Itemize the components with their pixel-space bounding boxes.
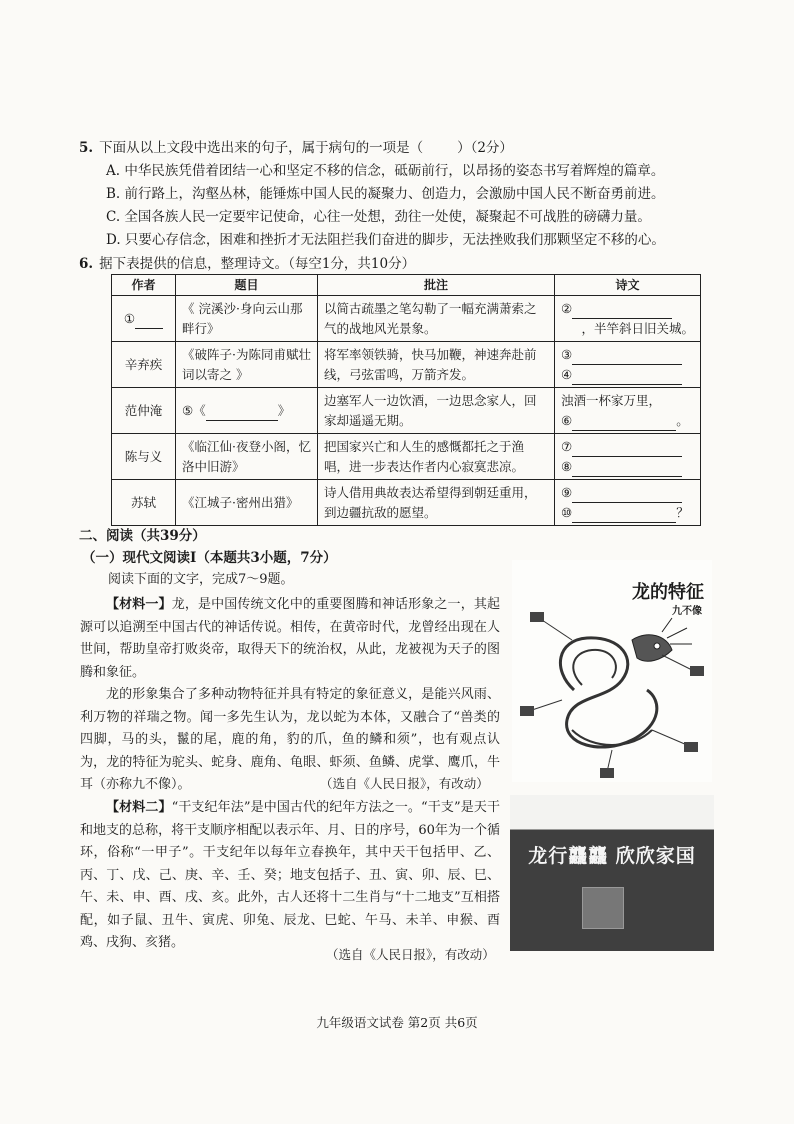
answer-blank[interactable] [572,462,682,477]
question-text: 据下表提供的信息，整理诗文。（每空1分，共10分） [99,256,416,272]
author-cell: 陈与义 [112,434,176,480]
question-number: 5. [79,140,94,156]
option-c: C. 全国各族人民一定要牢记使命，心往一处想，劲往一处使，凝聚起不可战胜的磅礴力量。 [106,209,651,225]
table-row [112,296,701,342]
question-5-stem [79,138,513,158]
option-a: A. 中华民族凭借着团结一心和坚定不移的信念，砥砺前行，以昂扬的姿态书写着辉煌的篇章。 [106,163,665,179]
material-one-paragraph-2: 龙的形象集合了多种动物特征并具有特定的象征意义，是能兴风雨、利万物的祥瑞之物。闻一多先生认为，龙以蛇为本体，又融合了“兽类的四脚，马的头，鬣的尾，鹿的角，豹的爪，鱼的鳞和须”，也有观点认为，龙的特征为驼头、蛇身、鹿角、龟眼、虾须、鱼鳞、虎掌、鹰爪，牛耳（亦称九不像）。 [80,687,500,792]
note-cell: 诗人借用典故表达希望得到朝廷重用，到边疆抗敌的愿望。 [318,480,555,526]
author-cell: 苏轼 [112,480,176,526]
material-one [80,594,500,797]
poem-cell: ⑦ ⑧ [555,434,701,480]
material-two [80,797,500,955]
answer-blank[interactable] [135,314,163,329]
poem-cell: ③ ④ [555,342,701,388]
reading-instruction: 阅读下面的文字，完成7～9题。 [108,572,294,587]
material-two-paragraph: 【材料二】“干支纪年法”是中国古代的纪年方法之一。“干支”是天干和地支的总称，将干支顺序相配以表示年、月、日的序号，60年为一个循环，俗称“一甲子”。干支纪年以每年立春换年，其中天干包括甲、乙、丙、丁、戊、己、庚、辛、壬、癸；地支包括子、丑、寅、卯、辰、巳、午、未、申、酉、戌、亥。此外，古人还将十二生肖与“十二地支”互相搭配，如子鼠、丑牛、寅虎、卯兔、辰龙、巳蛇、午马、未羊、申猴、酉鸡、戌狗、亥猪。 [80,800,500,950]
header-author: 作者 [112,275,176,296]
photo-figure [582,887,624,929]
title-cell: 《江城子·密州出猎》 [176,480,318,526]
answer-blank[interactable] [572,304,672,319]
answer-blank[interactable] [206,406,278,421]
question-6-stem [79,254,415,274]
answer-blank[interactable] [572,370,682,385]
table-row [112,342,701,388]
answer-blank[interactable] [572,488,682,503]
poetry-table [111,274,701,526]
author-cell: 辛弃疾 [112,342,176,388]
poem-cell: ② ，半竿斜日旧关城。 [555,296,701,342]
note-cell: 以简古疏墨之笔勾勒了一幅充满萧索之气的战地风光景象。 [318,296,555,342]
answer-blank[interactable] [572,416,676,431]
dragon-drawing [512,560,712,782]
dragon-title: 龙的特征 [632,582,704,603]
subsection-title: （一）现代文阅读Ⅰ（本题共3小题，7分） [82,550,337,566]
option-d: D. 只要心存信念，困难和挫折才无法阻拦我们奋进的脚步，无法挫败我们那颗坚定不移的心。 [106,232,665,248]
table-row [112,434,701,480]
title-cell: ⑤《 》 [176,388,318,434]
answer-blank[interactable] [572,442,682,457]
header-title: 题目 [176,275,318,296]
note-cell: 将军率领铁骑，快马加鞭，神速奔赴前线，弓弦雷鸣，万箭齐发。 [318,342,555,388]
dragon-illustration [512,560,712,782]
source-citation: （选自《人民日报》，有改动） [326,947,495,962]
question-number: 6. [79,256,94,272]
note-cell: 边塞军人一边饮酒，一边思念家人，回家却遥遥无期。 [318,388,555,434]
poem-cell: ⑨ ⑩ ？ [555,480,701,526]
option-b: B. 前行路上，沟壑丛林，能锤炼中国人民的凝聚力、创造力，会激励中国人民不断奋勇前进。 [106,186,665,202]
material-one-paragraph-1: 【材料一】龙，是中国传统文化中的重要图腾和神话形象之一，其起源可以追溯至中国古代的神话传说。相传，在黄帝时代，龙曾经出现在人世间，帮助皇帝打败炎帝，取得天下的统治权，从此，龙被视为天子的图腾和象征。 [80,597,500,680]
banner-text: 龙行龘龘 欣欣家国 [528,845,696,867]
section-title: 二、阅读（共39分） [79,528,206,544]
author-cell: 范仲淹 [112,388,176,434]
page-footer: 九年级语文试卷 第2页 共6页 [316,1015,478,1030]
answer-blank[interactable] [572,508,676,523]
note-cell: 把国家兴亡和人生的感慨都托之于渔唱，进一步表达作者内心寂寞悲凉。 [318,434,555,480]
title-cell: 《 浣溪沙·身向云山那畔行》 [176,296,318,342]
dragon-subtitle: 九不像 [672,606,702,617]
question-text: 下面从以上文段中选出来的句子，属于病句的一项是（ [99,140,424,156]
header-poem: 诗文 [555,275,701,296]
header-note: 批注 [318,275,555,296]
table-row [112,388,701,434]
source-citation: （选自《人民日报》，有改动） [320,776,489,791]
question-score: ）（2分） [457,140,513,156]
poem-cell: 浊酒一杯家万里， ⑥ 。 [555,388,701,434]
title-cell: 《临江仙·夜登小阁，忆洛中旧游》 [176,434,318,480]
banner-photo [510,795,714,951]
answer-blank[interactable] [572,350,682,365]
title-cell: 《破阵子·为陈同甫赋壮词以寄之 》 [176,342,318,388]
table-row [112,480,701,526]
author-cell: ① [112,296,176,342]
